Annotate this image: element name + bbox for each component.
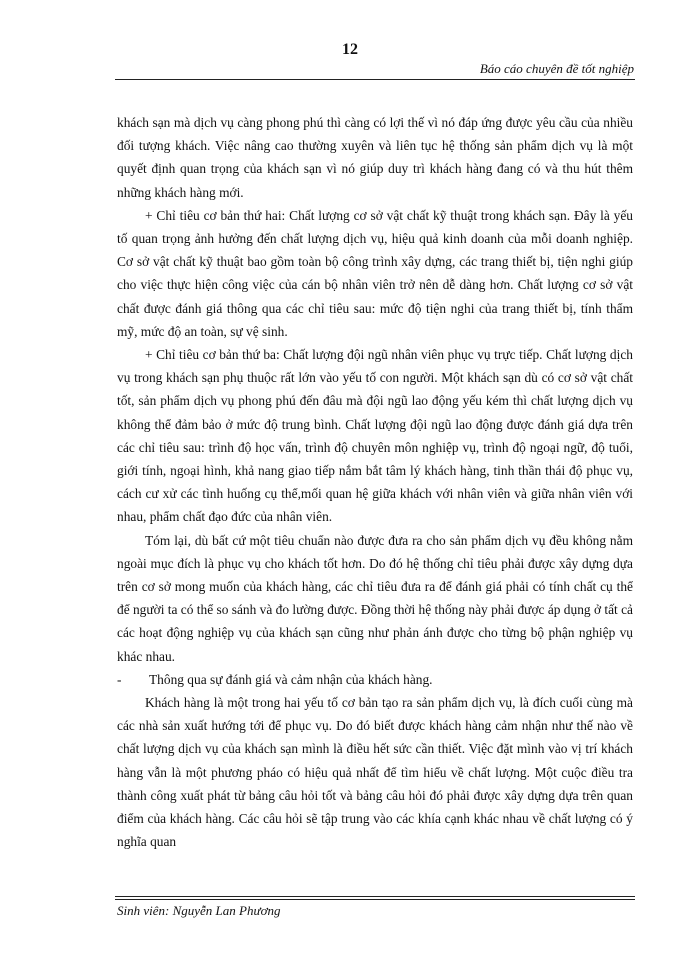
- footer-rule: [115, 896, 635, 897]
- bullet-item: [117, 668, 633, 691]
- header-rule: [115, 79, 635, 80]
- bullet-marker: -: [117, 671, 122, 687]
- bullet-text: Thông qua sự đánh giá và cảm nhận của khách hàng.: [149, 671, 433, 687]
- footer-rule-double: [115, 899, 635, 900]
- paragraph-5: Khách hàng là một trong hai yếu tố cơ bản tạo ra sản phẩm dịch vụ, là đích cuối cùng mà các nhà sản xuất hướng tới để phục vụ. Do đó biết được khách hàng cảm nhận như thế nào về chất lượng dịch vụ của khách sạn mình là điều hết sức cần thiết. Việc đặt mình vào vị trí khách hàng vẫn là một phương pháo có hiệu quả nhất để tìm hiểu về chất lượng. Một cuộc điều tra thành công xuất phát từ bảng câu hỏi tốt và bảng câu hỏi đó phải được xây dựng dựa trên quan điểm của khách hàng. Các câu hỏi sẽ tập trung vào các khía cạnh khác nhau về chất lượng có ý nghĩa quan: [117, 695, 633, 850]
- paragraph-3: + Chỉ tiêu cơ bản thứ ba: Chất lượng đội ngũ nhân viên phục vụ trực tiếp. Chất lượng dịch vụ trong khách sạn phụ thuộc rất lớn vào yếu tố con người. Một khách sạn dù có cơ sở vật chất tốt, sản phẩm dịch vụ phong phú đến đâu mà đội ngũ lao động yếu kém thì chất lượng dịch vụ không thể đảm bảo ở mức độ trung bình. Chất lượng đội ngũ lao động được đánh giá dựa trên các chỉ tiêu sau: trình độ học vấn, trình độ chuyên môn nghiệp vụ, trình độ ngoại ngữ, độ tuổi, giới tính, ngoại hình, khả nang giao tiếp nắm bắt tâm lý khách hàng, tinh thần thái độ phục vụ, cách cư xử các tình huống cụ thể,mối quan hệ giữa khách với nhân viên và giữa nhân viên với nhau, phẩm chất đạo đức của nhân viên.: [117, 347, 633, 525]
- header-title: Báo cáo chuyên đề tốt nghiệp: [479, 61, 634, 76]
- paragraph-2: + Chỉ tiêu cơ bản thứ hai: Chất lượng cơ sở vật chất kỹ thuật trong khách sạn. Đây là yếu tố quan trọng ảnh hưởng đến chất lượng dịch vụ, hiệu quả kinh doanh của mỗi doanh nghiệp. Cơ sở vật chất kỹ thuật bao gồm toàn bộ công trình xây dựng, các trang thiết bị, tiện nghi giúp cho việc thực hiện công việc của cán bộ nhân viên trở nên dễ dàng hơn. Chất lượng cơ sở vật chất được đánh giá thông qua các chỉ tiêu sau: mức độ tiện nghi của trang thiết bị, tính thẩm mỹ, mức độ an toàn, sự vệ sinh.: [117, 207, 633, 339]
- page-number: 12: [342, 41, 358, 58]
- paragraph-1: khách sạn mà dịch vụ càng phong phú thì càng có lợi thế vì nó đáp ứng được yêu cầu của nhiều đối tượng khách. Việc nâng cao thường xuyên và liên tục hệ thống sản phẩm dịch vụ là một quyết định quan trọng của khách sạn vì nó giúp duy trì khách hàng đang có và thu hút thêm những khách hàng mới.: [117, 115, 633, 200]
- document-body: [117, 111, 633, 854]
- footer-student: Sinh viên: Nguyễn Lan Phương: [117, 903, 281, 918]
- paragraph-4: Tóm lại, dù bất cứ một tiêu chuẩn nào được đưa ra cho sản phẩm dịch vụ đều không nằm ngoài mục đích là phục vụ cho khách tốt hơn. Do đó hệ thống chỉ tiêu phải được xây dựng dựa trên cơ sở mong muốn của khách hàng, các chỉ tiêu đưa ra để đánh giá phải có tính chất cụ thể để người ta có thể so sánh và đo lường được. Đồng thời hệ thống này phải được áp dụng ở tất cả các hoạt động nghiệp vụ của khách sạn cũng như phản ánh được cho từng bộ phận nghiệp vụ khác nhau.: [117, 532, 633, 664]
